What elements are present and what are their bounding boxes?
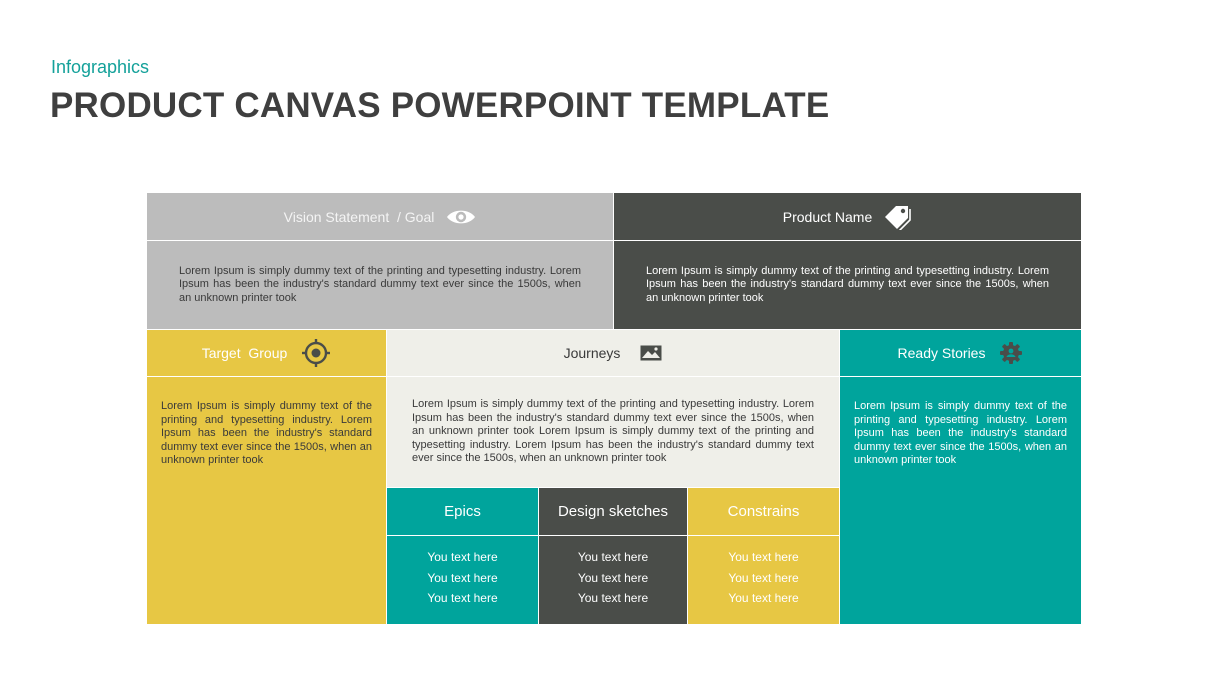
list-item: You text here: [728, 570, 799, 585]
constrains-list: [688, 536, 839, 624]
target-body: [147, 377, 386, 624]
stories-text: Lorem Ipsum is simply dummy text of the printing and typesetting industry. Lorem Ipsum has been the industry's standard dummy text ever since the 1500s, when an unknown printer took: [854, 400, 1067, 466]
product-header: [614, 193, 1081, 240]
epics-title: Epics: [444, 503, 481, 520]
tag-icon: [884, 204, 912, 230]
journeys-header: [387, 330, 839, 376]
journeys-title: Journeys: [563, 345, 621, 361]
target-text: Lorem Ipsum is simply dummy text of the printing and typesetting industry. Lorem Ipsum has been the industry's standard dummy text ever since the 1500s, when an unknown printer took: [161, 400, 372, 466]
epics-header: [387, 488, 538, 535]
list-item: You text here: [577, 591, 649, 605]
journeys-body: [387, 377, 839, 487]
list-item: You text here: [427, 570, 498, 585]
list-item: You text here: [427, 550, 498, 564]
sketches-title: Design sketches: [557, 503, 669, 520]
vision-body: [147, 241, 613, 329]
journeys-text: Lorem Ipsum is simply dummy text of the printing and typesetting industry. Lorem Ipsum has been the industry's standard dummy text ever since the 1500s, when an unknown printer took Lorem Ipsum is simply dummy text of the printing and typesetting industry. Lorem Ipsum has been the industry's standard dummy text ever since the 1500s, when an unknown printer took: [412, 398, 814, 465]
sketches-header: [539, 488, 687, 535]
slide-title: PRODUCT CANVAS POWERPOINT TEMPLATE: [50, 86, 830, 125]
product-body: [614, 241, 1081, 329]
product-text: Lorem Ipsum is simply dummy text of the printing and typesetting industry. Lorem Ipsum has been the industry's standard dummy text ever since the 1500s, when an unknown printer took: [646, 264, 1049, 304]
constrains-title: Constrains: [727, 503, 800, 520]
product-title: Product Name: [782, 208, 873, 225]
target-header: [147, 330, 386, 376]
vision-title: Vision Statement / Goal: [283, 208, 435, 225]
stories-body: [840, 377, 1081, 624]
eye-icon: [446, 208, 476, 226]
target-title: Target Group: [201, 345, 288, 361]
slide-subtitle: Infographics: [51, 57, 150, 77]
image-icon: [640, 345, 662, 361]
list-item: You text here: [577, 570, 649, 585]
sketches-list: [539, 536, 687, 624]
list-item: You text here: [577, 550, 649, 564]
target-icon: [301, 338, 331, 368]
list-item: You text here: [728, 550, 799, 564]
vision-header: [147, 193, 613, 240]
stories-header: [840, 330, 1081, 376]
epics-list: [387, 536, 538, 624]
vision-text: Lorem Ipsum is simply dummy text of the printing and typesetting industry. Lorem Ipsum has been the industry's standard dummy text ever since the 1500s, when an unknown printer took: [179, 264, 581, 304]
list-item: You text here: [728, 591, 799, 605]
stories-title: Ready Stories: [897, 345, 986, 361]
constrains-header: [688, 488, 839, 535]
list-item: You text here: [427, 591, 498, 605]
gear-icon: [999, 341, 1023, 365]
